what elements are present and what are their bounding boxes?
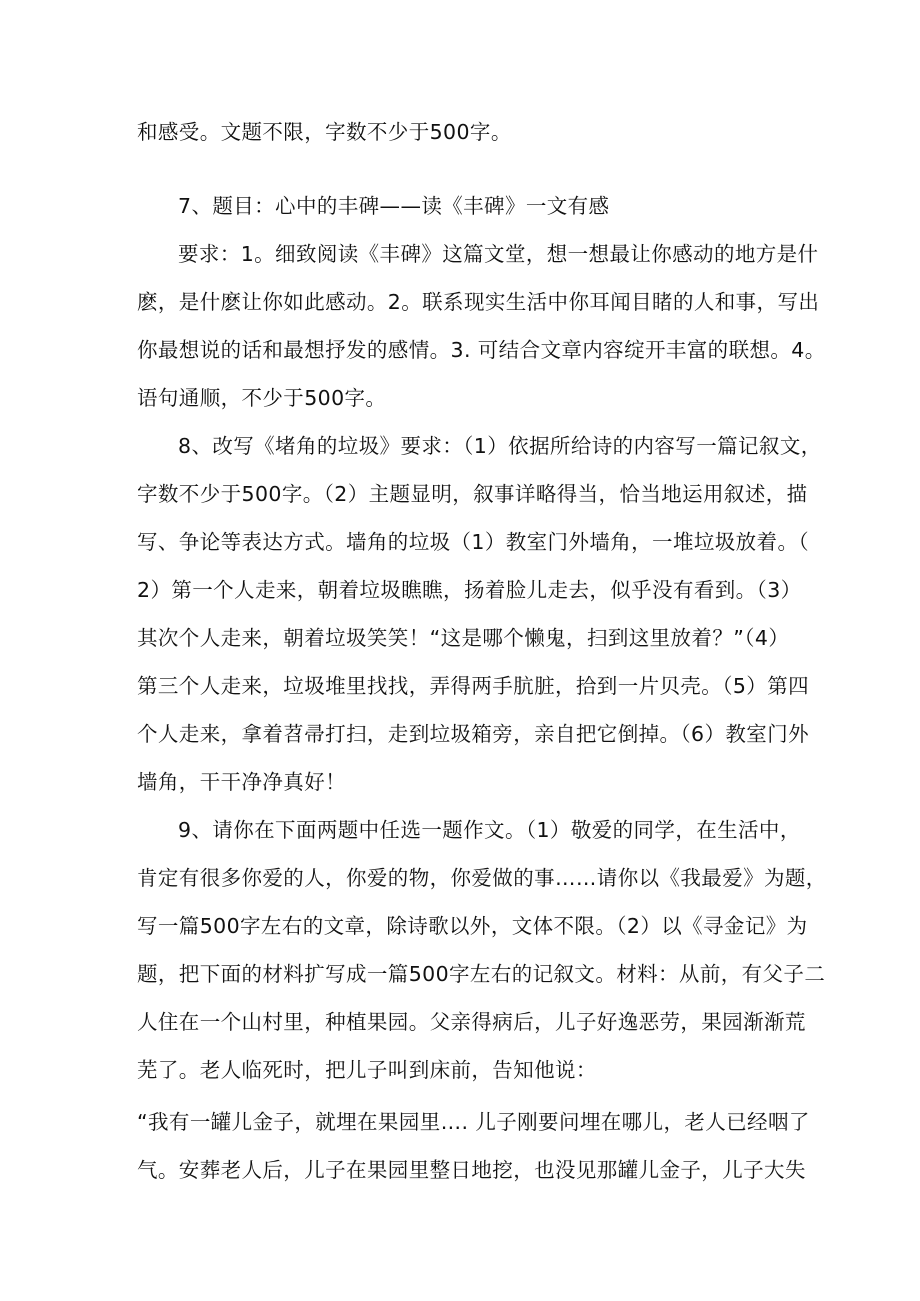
q8-line-8: 墙角，干干净净真好！ [137,770,346,794]
q8-line-5: 其次个人走来，朝着垃圾笑笑！“这是哪个懒鬼，扫到这里放着？”（4） [137,626,790,650]
q8-line-2: 字数不少于500字。（2）主题显明，叙事详略得当，恰当地运用叙述，描 [137,482,808,506]
q9-line-2: 肯定有很多你爱的人，你爱的物，你爱做的事……请你以《我最爱》为题， [137,866,827,890]
q9-line-7: “我有一罐儿金子，就埋在果园里…. 儿子刚要问埋在哪儿，老人已经咽了 [137,1110,810,1134]
q7-line-4: 语句通顺，不少于500字。 [137,386,387,410]
q9-line-4: 题，把下面的材料扩写成一篇500字左右的记叙文。材料：从前，有父子二 [137,962,826,986]
q8-line-1: 8、改写《堵角的垃圾》要求：（1）依据所给诗的内容写一篇记叙文， [178,434,822,458]
q7-title: 7、题目：心中的丰碑——读《丰碑》一文有感 [178,194,610,218]
q9-line-6: 芜了。老人临死时，把儿子叫到床前，告知他说： [137,1058,597,1082]
q8-line-3: 写、争论等表达方式。墙角的垃圾（1）教室门外墙角，一堆垃圾放着。（ [137,530,809,554]
q8-line-4: 2）第一个人走来，朝着垃圾瞧瞧，扬着脸儿走去，似乎没有看到。（3） [137,578,802,602]
q9-line-1: 9、请你在下面两题中任选一题作文。（1）敬爱的同学，在生活中， [178,818,801,842]
q7-line-2: 麽，是什麽让你如此感动。2。联系现实生活中你耳闻目睹的人和事，写出 [137,290,820,314]
q7-line-1: 要求：1。细致阅读《丰碑》这篇文堂，想一想最让你感动的地方是什 [178,242,819,266]
intro-tail-line: 和感受。文题不限，字数不少于500字。 [137,120,512,144]
q9-line-5: 人住在一个山村里，种植果园。父亲得病后，儿子好逸恶劳，果园渐渐荒 [137,1010,806,1034]
q8-line-7: 个人走来，拿着苕帚打扫，走到垃圾箱旁，亲自把它倒掉。（6）教室门外 [137,722,809,746]
q9-line-3: 写一篇500字左右的文章，除诗歌以外，文体不限。（2）以《寻金记》为 [137,914,808,938]
q7-line-3: 你最想说的话和最想抒发的感情。3. 可结合文章内容绽开丰富的联想。4。 [137,338,826,362]
q8-line-6: 第三个人走来，垃圾堆里找找，弄得两手肮脏，拾到一片贝壳。（5）第四 [137,674,809,698]
q9-line-8: 气。安葬老人后，儿子在果园里整日地挖，也没见那罐儿金子，儿子大失 [137,1158,806,1182]
